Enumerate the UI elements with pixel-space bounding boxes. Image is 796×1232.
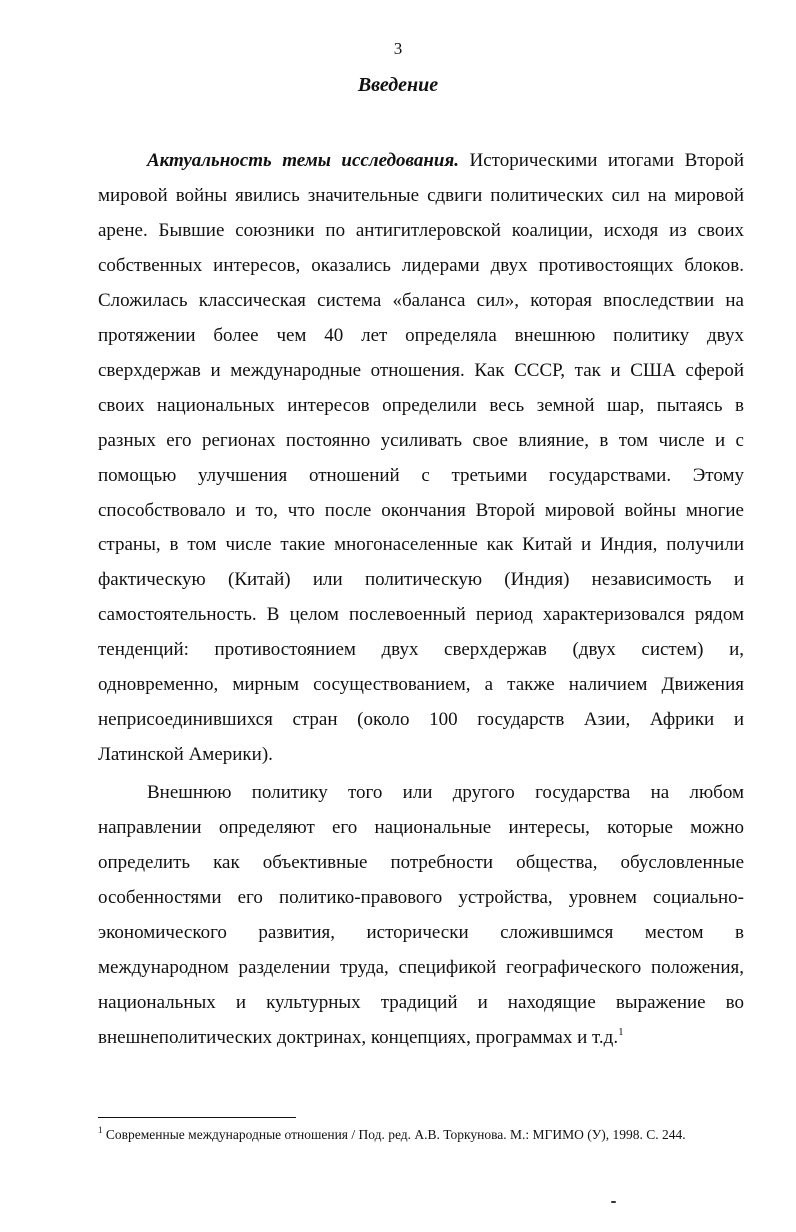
paragraph-1-line: страны, в том числе такие многонаселенные как Китай и Индия, получили [98, 534, 744, 556]
paragraph-1-line: фактическую (Китай) или политическую (Индия) независимость и [98, 569, 744, 591]
paragraph-1-line: протяжении более чем 40 лет определяла внешнюю политику двух [98, 324, 744, 346]
paragraph-1-line: тенденций: противостоянием двух сверхдержав (двух систем) и, [98, 639, 744, 661]
footnote-number: 1 [98, 1125, 103, 1135]
paragraph-1-line: способствовало и то, что после окончания Второй мировой войны многие [98, 499, 744, 521]
paragraph-2-line: особенностями его политико-правового устройства, уровнем социально- [98, 887, 744, 909]
page-title: Введение [357, 74, 439, 96]
paragraph-2-line: внешнеполитических доктринах, концепциях, программах и т.д.$^1$ [98, 1025, 624, 1048]
page-number: 3 [393, 39, 403, 58]
footnote-divider [98, 1117, 296, 1118]
paragraph-1-line: сверхдержав и международные отношения. Как СССР, так и США сферой [98, 359, 744, 381]
paragraph-1-line: неприсоединившихся стран (около 100 государств Азии, Африки и [98, 709, 744, 731]
footnote [98, 1126, 744, 1144]
paragraph-2-line: национальных и культурных традиций и находящие выражение во [98, 991, 744, 1013]
paragraph-1-line: собственных интересов, оказались лидерами двух противостоящих блоков. [98, 254, 744, 276]
paragraph-2-line: определить как объективные потребности общества, обусловленные [98, 852, 744, 874]
paragraph-2-line: экономического развития, исторически сложившимся местом в [98, 921, 744, 943]
scan-speck [611, 1201, 616, 1203]
paragraph-1-line: разных его регионах постоянно усиливать свое влияние, в том числе и с [98, 429, 744, 451]
paragraph-1-line: арене. Бывшие союзники по антигитлеровской коалиции, исходя из своих [98, 219, 744, 241]
paragraph-1-line: самостоятельность. В целом послевоенный период характеризовался рядом [98, 604, 744, 626]
lead-phrase: Актуальность темы исследования. [147, 150, 459, 171]
paragraph-1-line: мировой войны явились значительные сдвиги политических сил на мировой [98, 184, 744, 206]
paragraph-1-line: своих национальных интересов определили весь земной шар, пытаясь в [98, 394, 744, 416]
paragraph-1-line-1: Актуальность темы исследования. Историческими итогами Второй [147, 150, 744, 171]
paragraph-1-line: Латинской Америки). [98, 744, 273, 766]
paragraph-1-line: Сложилась классическая система «баланса сил», которая впоследствии на [98, 289, 744, 311]
body-text [98, 144, 744, 1056]
footnote-text: Современные международные отношения / Под. ред. А.В. Торкунова. М.: МГИМО (У), 1998. С. 244. [102, 1127, 686, 1142]
paragraph-2-line: направлении определяют его национальные интересы, которые можно [98, 817, 744, 839]
paragraph-1-line: одновременно, мирным сосуществованием, а также наличием Движения [98, 674, 744, 696]
paragraph-1-line: помощью улучшения отношений с третьими государствами. Этому [98, 464, 744, 486]
footnote-reference: 1 [618, 1025, 624, 1038]
paragraph-2-line: международном разделении труда, спецификой географического положения, [98, 956, 744, 978]
paragraph-2-line: Внешнюю политику того или другого государства на любом [147, 782, 744, 804]
